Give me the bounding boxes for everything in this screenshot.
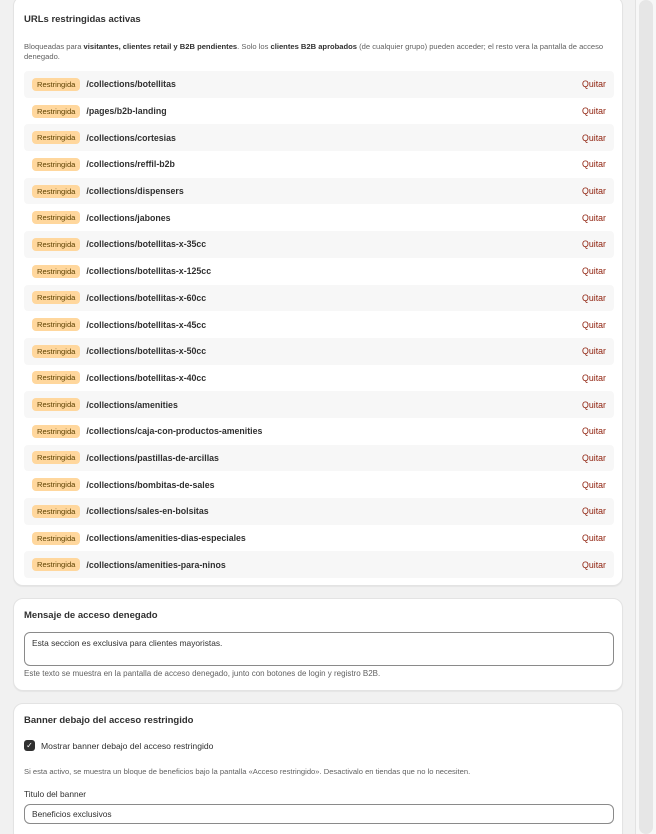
restricted-badge: Restringida (32, 185, 80, 198)
url-path: /collections/botellitas-x-40cc (86, 372, 207, 383)
url-row (24, 551, 614, 578)
url-row (24, 391, 614, 418)
banner-card-title: Banner debajo del acceso restringido (24, 715, 194, 726)
remove-url-link[interactable]: Quitar (582, 452, 606, 463)
restricted-badge: Restringida (32, 558, 80, 571)
url-path: /collections/cortesias (86, 132, 176, 143)
remove-url-link[interactable]: Quitar (582, 266, 606, 277)
banner-help: Si esta activo, se muestra un bloque de beneficios bajo la pantalla «Acceso restringido». Desactivalo en tiendas que no lo necesiten. (24, 767, 471, 776)
banner-card (13, 703, 623, 834)
url-row (24, 285, 614, 312)
remove-url-link[interactable]: Quitar (582, 159, 606, 170)
url-path: /collections/caja-con-productos-amenities (86, 426, 263, 437)
check-icon: ✓ (26, 740, 33, 750)
remove-url-link[interactable]: Quitar (582, 372, 606, 383)
url-row (24, 124, 614, 151)
url-row (24, 498, 614, 525)
restricted-badge: Restringida (32, 478, 80, 491)
remove-url-link[interactable]: Quitar (582, 292, 606, 303)
url-path: /collections/reffil-b2b (86, 159, 175, 170)
restricted-badge: Restringida (32, 291, 80, 304)
restricted-badge: Restringida (32, 131, 80, 144)
restricted-badge: Restringida (32, 532, 80, 545)
denied-message-title: Mensaje de acceso denegado (24, 610, 158, 621)
banner-title-input[interactable]: Beneficios exclusivos (24, 804, 614, 824)
url-path: /collections/botellitas-x-35cc (86, 239, 207, 250)
show-banner-checkbox-label[interactable]: Mostrar banner debajo del acceso restringido (41, 740, 214, 751)
remove-url-link[interactable]: Quitar (582, 559, 606, 570)
show-banner-checkbox-row[interactable] (24, 740, 213, 751)
description-part-bold: clientes B2B aprobados (270, 42, 358, 51)
url-path: /collections/botellitas (86, 79, 176, 90)
denied-message-textarea[interactable]: Esta seccion es exclusiva para clientes mayoristas. (24, 632, 614, 666)
remove-url-link[interactable]: Quitar (582, 426, 606, 437)
url-path: /collections/amenities (86, 399, 178, 410)
url-row (24, 471, 614, 498)
page-scrollbar[interactable] (635, 0, 656, 834)
restricted-urls-description (24, 42, 609, 61)
url-row (24, 445, 614, 472)
restricted-badge: Restringida (32, 211, 80, 224)
restricted-badge: Restringida (32, 158, 80, 171)
restricted-badge: Restringida (32, 425, 80, 438)
show-banner-checkbox[interactable] (24, 740, 35, 751)
restricted-badge: Restringida (32, 505, 80, 518)
remove-url-link[interactable]: Quitar (582, 239, 606, 250)
url-row (24, 151, 614, 178)
restricted-urls-card (13, 0, 623, 586)
url-row (24, 98, 614, 125)
restricted-badge: Restringida (32, 238, 80, 251)
description-part-bold: visitantes, clientes retail y B2B pendientes (83, 42, 238, 51)
remove-url-link[interactable]: Quitar (582, 506, 606, 517)
url-row (24, 231, 614, 258)
url-path: /collections/sales-en-bolsitas (86, 506, 209, 517)
restricted-badge: Restringida (32, 345, 80, 358)
url-row (24, 258, 614, 285)
url-row (24, 338, 614, 365)
url-path: /collections/botellitas-x-45cc (86, 319, 207, 330)
restricted-badge: Restringida (32, 265, 80, 278)
url-row (24, 71, 614, 98)
description-part: Bloqueadas para (24, 42, 84, 51)
restricted-badge: Restringida (32, 105, 80, 118)
url-path: /collections/jabones (86, 212, 171, 223)
url-path: /collections/amenities-dias-especiales (86, 533, 246, 544)
restricted-badge: Restringida (32, 78, 80, 91)
remove-url-link[interactable]: Quitar (582, 533, 606, 544)
restricted-url-list (24, 71, 614, 578)
remove-url-link[interactable]: Quitar (582, 399, 606, 410)
remove-url-link[interactable]: Quitar (582, 212, 606, 223)
url-row (24, 418, 614, 445)
url-path: /collections/botellitas-x-60cc (86, 292, 207, 303)
restricted-badge: Restringida (32, 398, 80, 411)
remove-url-link[interactable]: Quitar (582, 319, 606, 330)
denied-message-help: Este texto se muestra en la pantalla de acceso denegado, junto con botones de login y registro B2B. (24, 669, 381, 678)
url-path: /collections/botellitas-x-50cc (86, 346, 207, 357)
remove-url-link[interactable]: Quitar (582, 79, 606, 90)
url-path: /collections/pastillas-de-arcillas (86, 452, 219, 463)
description-part: (de cualquier grupo) pueden acceder; el resto vera la pantalla de acceso denegado. (24, 42, 604, 61)
remove-url-link[interactable]: Quitar (582, 346, 606, 357)
banner-title-label: Titulo del banner (24, 789, 87, 799)
url-row (24, 365, 614, 392)
scrollbar-thumb[interactable] (639, 0, 653, 834)
restricted-urls-title: URLs restringidas activas (24, 14, 141, 25)
restricted-badge: Restringida (32, 318, 80, 331)
restricted-badge: Restringida (32, 371, 80, 384)
url-row (24, 525, 614, 552)
url-path: /collections/amenities-para-ninos (86, 559, 226, 570)
url-path: /collections/dispensers (86, 186, 184, 197)
remove-url-link[interactable]: Quitar (582, 186, 606, 197)
restricted-badge: Restringida (32, 451, 80, 464)
url-path: /collections/bombitas-de-sales (86, 479, 215, 490)
url-row (24, 204, 614, 231)
remove-url-link[interactable]: Quitar (582, 132, 606, 143)
url-row (24, 178, 614, 205)
url-path: /pages/b2b-landing (86, 106, 167, 117)
remove-url-link[interactable]: Quitar (582, 479, 606, 490)
denied-message-card (13, 598, 623, 691)
url-path: /collections/botellitas-x-125cc (86, 266, 212, 277)
remove-url-link[interactable]: Quitar (582, 106, 606, 117)
url-row (24, 311, 614, 338)
description-part: . Solo los (237, 42, 271, 51)
